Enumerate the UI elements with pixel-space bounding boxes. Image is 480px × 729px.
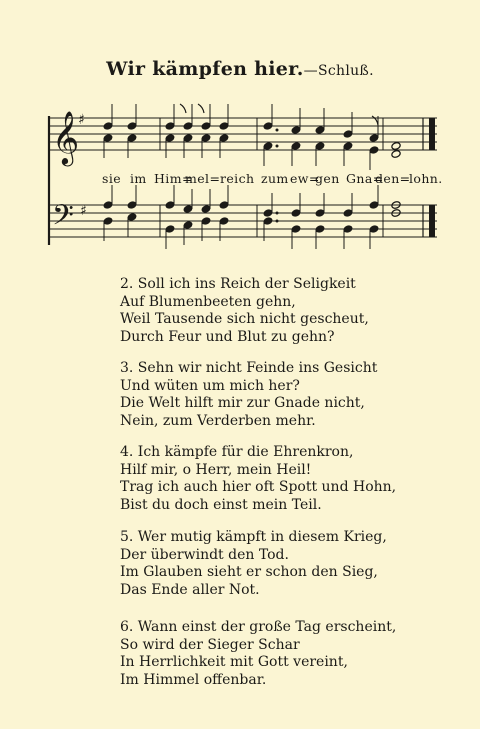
verse-5 bbox=[120, 529, 387, 599]
syllable: mel= bbox=[185, 171, 221, 186]
verse-line: Im Himmel offenbar. bbox=[120, 671, 267, 688]
verse-line: Hilf mir, o Herr, mein Heil! bbox=[120, 461, 312, 478]
verse-line: Auf Blumenbeeten gehn, bbox=[120, 293, 296, 310]
augmentation-dot bbox=[276, 145, 279, 148]
verse-line: Nein, zum Verderben mehr. bbox=[120, 412, 316, 429]
verse-line: Im Glauben sieht er schon den Sieg, bbox=[120, 564, 378, 580]
augmentation-dot bbox=[276, 220, 279, 223]
bass-sharp-icon: ♯ bbox=[80, 203, 87, 219]
title-text: Wir kämpfen hier. bbox=[106, 58, 304, 80]
verse-line: 6. Wann einst der große Tag erscheint, bbox=[120, 619, 397, 635]
note-flag bbox=[198, 104, 204, 113]
syllable: sie bbox=[102, 171, 122, 186]
note-head bbox=[391, 150, 401, 159]
note-flag bbox=[372, 116, 378, 125]
syllable: den= bbox=[375, 171, 411, 186]
syllable: gen bbox=[315, 171, 340, 186]
augmentation-dot bbox=[276, 129, 279, 132]
treble-clef-icon: 𝄞 bbox=[52, 110, 80, 164]
syllable: Him= bbox=[154, 171, 193, 186]
verse-6 bbox=[120, 619, 396, 689]
verse-line: Und wüten um mich her? bbox=[120, 377, 300, 394]
syllable: lohn. bbox=[409, 171, 443, 186]
verse-2 bbox=[120, 276, 369, 346]
music-score bbox=[0, 0, 480, 260]
verse-line: Weil Tausende sich nicht gescheut, bbox=[120, 311, 369, 327]
verse-line: 3. Sehn wir nicht Feinde ins Gesicht bbox=[120, 360, 378, 376]
verse-line: In Herrlichkeit mit Gott vereint, bbox=[120, 654, 348, 670]
note-flag bbox=[180, 104, 186, 113]
verse-line: 5. Wer mutig kämpft in diesem Krieg, bbox=[120, 529, 387, 545]
note-head bbox=[391, 142, 401, 151]
verse-4 bbox=[120, 444, 396, 514]
verse-line: Das Ende aller Not. bbox=[120, 581, 260, 598]
syllable: im bbox=[130, 171, 147, 186]
verse-line: Trag ich auch hier oft Spott und Hohn, bbox=[120, 479, 397, 495]
verse-line: Durch Feur und Blut zu gehn? bbox=[120, 328, 335, 345]
syllable: reich bbox=[220, 171, 255, 186]
verse-line: 4. Ich kämpfe für die Ehrenkron, bbox=[120, 444, 354, 460]
verse-line: So wird der Sieger Schar bbox=[120, 636, 300, 653]
syllable: Gna= bbox=[346, 171, 384, 186]
verse-3 bbox=[120, 360, 377, 430]
syllable: ew= bbox=[290, 171, 320, 186]
treble-sharp-icon: ♯ bbox=[78, 112, 85, 128]
title-subtitle: —Schluß. bbox=[303, 63, 374, 79]
bass-clef-icon: 𝄢 bbox=[52, 199, 74, 239]
verse-line: Bist du doch einst mein Teil. bbox=[120, 496, 322, 513]
verse-line: Der überwindt den Tod. bbox=[120, 546, 289, 563]
syllable: zum bbox=[261, 171, 289, 186]
augmentation-dot bbox=[276, 212, 279, 215]
verse-line: 2. Soll ich ins Reich der Seligkeit bbox=[120, 276, 356, 292]
verse-line: Die Welt hilft mir zur Gnade nicht, bbox=[120, 395, 365, 411]
